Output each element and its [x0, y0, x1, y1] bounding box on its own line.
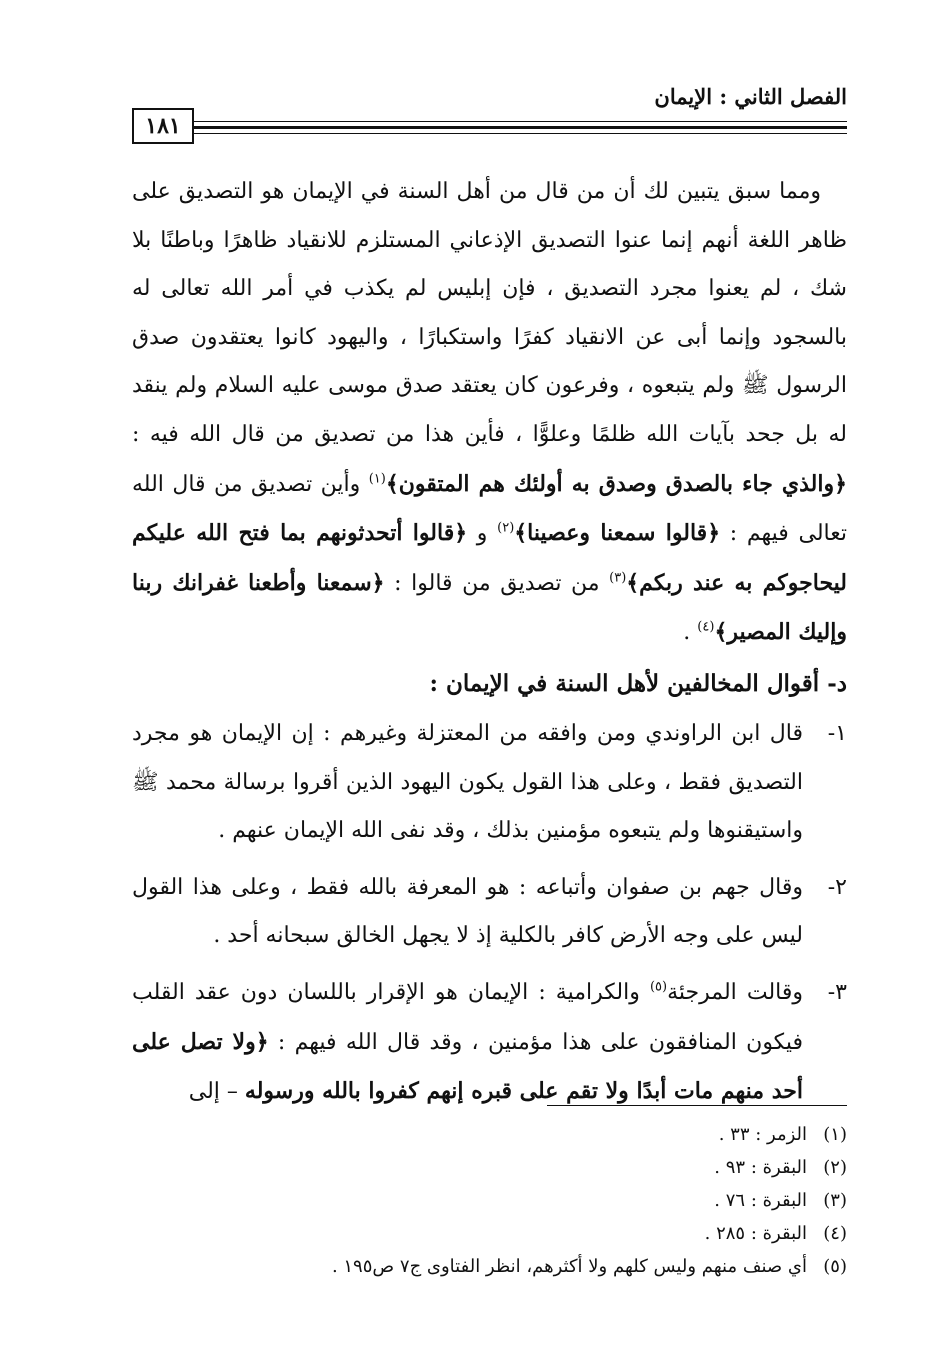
footnote-ref: (١)	[368, 471, 386, 487]
footnote-ref: (٢)	[497, 520, 515, 536]
paragraph-text: وأين تصديق من قال الله تعالى فيهم :	[132, 471, 847, 547]
section-title: د- أقوال المخالفين لأهل السنة في الإيمان :	[429, 669, 847, 697]
list-marker: ٣-	[827, 979, 847, 1005]
footnote-number: (٥)	[823, 1256, 847, 1277]
body-text	[132, 168, 847, 1117]
footnotes	[132, 1118, 847, 1283]
list-item-text: وقال جهم بن صفوان وأتباعه : هو المعرفة بالله فقط ، وعلى هذا القول ليس على وجه الأرض كافر بالكلية إذ لا يجهل الخالق سبحانه أحد .	[132, 874, 803, 949]
quran-quote: ﴿قالوا سمعنا وعصينا﴾	[514, 520, 721, 547]
footnote	[132, 1184, 847, 1217]
paragraph-text: ومما سبق يتبين لك أن من قال من أهل السنة في الإيمان هو التصديق على ظاهر اللغة أنهم إنما عنوا التصديق الإذعاني المستلزم للانقياد ظاهرًا وباطنًا بلا شك ، لم يعنوا مجرد التصديق ، فإن إبليس لم يكذب في أمر الله تعالى له بالسجود وإنما أبى عن الانقياد كفرًا واستكبارًا ، واليهود كانوا يعتقدون صدق الرسول ﷺ ولم يتبعوه ، وفرعون كان يعتقد صدق موسى عليه السلام ولم ينقد له بل جحد بآيات الله ظلمًا وعلوًّا ، فأين هذا من تصديق من قال الله فيه :	[132, 179, 847, 447]
paragraph-text: و	[467, 521, 498, 547]
list-item	[132, 969, 847, 1117]
opinions-list	[132, 710, 847, 1117]
footnote	[132, 1250, 847, 1283]
footnote-number: (٣)	[823, 1190, 847, 1211]
footnote-ref: (٤)	[697, 620, 715, 636]
quran-quote: ﴿ولا تصل على أحد منهم مات أبدًا ولا تقم على قبره إنهم كفروا بالله ورسوله	[132, 1028, 803, 1105]
footnote-separator	[547, 1105, 847, 1106]
header-rule-thin-bottom	[194, 133, 847, 134]
quran-quote: ﴿والذي جاء بالصدق وصدق به أولئك هم المتقون﴾	[385, 470, 847, 497]
quran-quote: ﴿سمعنا وأطعنا غفرانك ربنا وإليك المصير﴾	[132, 569, 847, 646]
header-rule-thin-top	[194, 121, 847, 122]
footnote-ref: (٥)	[649, 979, 668, 995]
footnote	[132, 1151, 847, 1184]
footnote-number: (٤)	[823, 1223, 847, 1244]
header-rule-thick	[194, 126, 847, 129]
list-marker: ٢-	[827, 874, 847, 900]
list-item	[132, 864, 847, 961]
paragraph-text: من تصديق من قالوا :	[384, 570, 610, 596]
footnote-text: البقرة : ٩٣ .	[714, 1157, 807, 1178]
footnote-number: (٢)	[823, 1157, 847, 1178]
footnote-number: (١)	[823, 1124, 847, 1145]
paragraph-text: .	[683, 620, 698, 646]
running-title: الفصل الثاني : الإيمان	[654, 84, 847, 109]
footnote-text: أي صنف منهم وليس كلهم ولا أكثرهم، انظر الفتاوى ج٧ ص١٩٥ .	[331, 1256, 807, 1277]
footnote-ref: (٣)	[609, 570, 627, 586]
footnote-text: البقرة : ٧٦ .	[714, 1190, 807, 1211]
list-marker: ١-	[827, 720, 847, 746]
footnote	[132, 1118, 847, 1151]
footnote	[132, 1217, 847, 1250]
list-item	[132, 710, 847, 856]
list-item-text: وقالت المرجئة	[667, 979, 803, 1005]
footnote-text: البقرة : ٢٨٥ .	[704, 1223, 807, 1244]
paragraph-intro	[132, 168, 847, 658]
footnote-text: الزمر : ٣٣ .	[718, 1124, 807, 1145]
list-item-text: والكرامية : الإيمان هو الإقرار باللسان دون عقد القلب فيكون المنافقون على هذا مؤمنين ، وقد قال الله فيهم :	[132, 979, 803, 1055]
list-item-text: قال ابن الراوندي ومن وافقه من المعتزلة وغيرهم : إن الإيمان هو مجرد التصديق فقط ، وعلى هذا القول يكون اليهود الذين أقروا برسالة محمد ﷺ واستيقنوها ولم يتبعوه مؤمنين بذلك ، وقد نفى الله الإيمان عنهم .	[132, 720, 803, 844]
list-item-text: – إلى	[188, 1079, 245, 1105]
page-number: ١٨١	[132, 108, 194, 144]
quran-quote: ﴿قالوا أتحدثونهم بما فتح الله عليكم ليحاجوكم به عند ربكم﴾	[132, 520, 847, 596]
